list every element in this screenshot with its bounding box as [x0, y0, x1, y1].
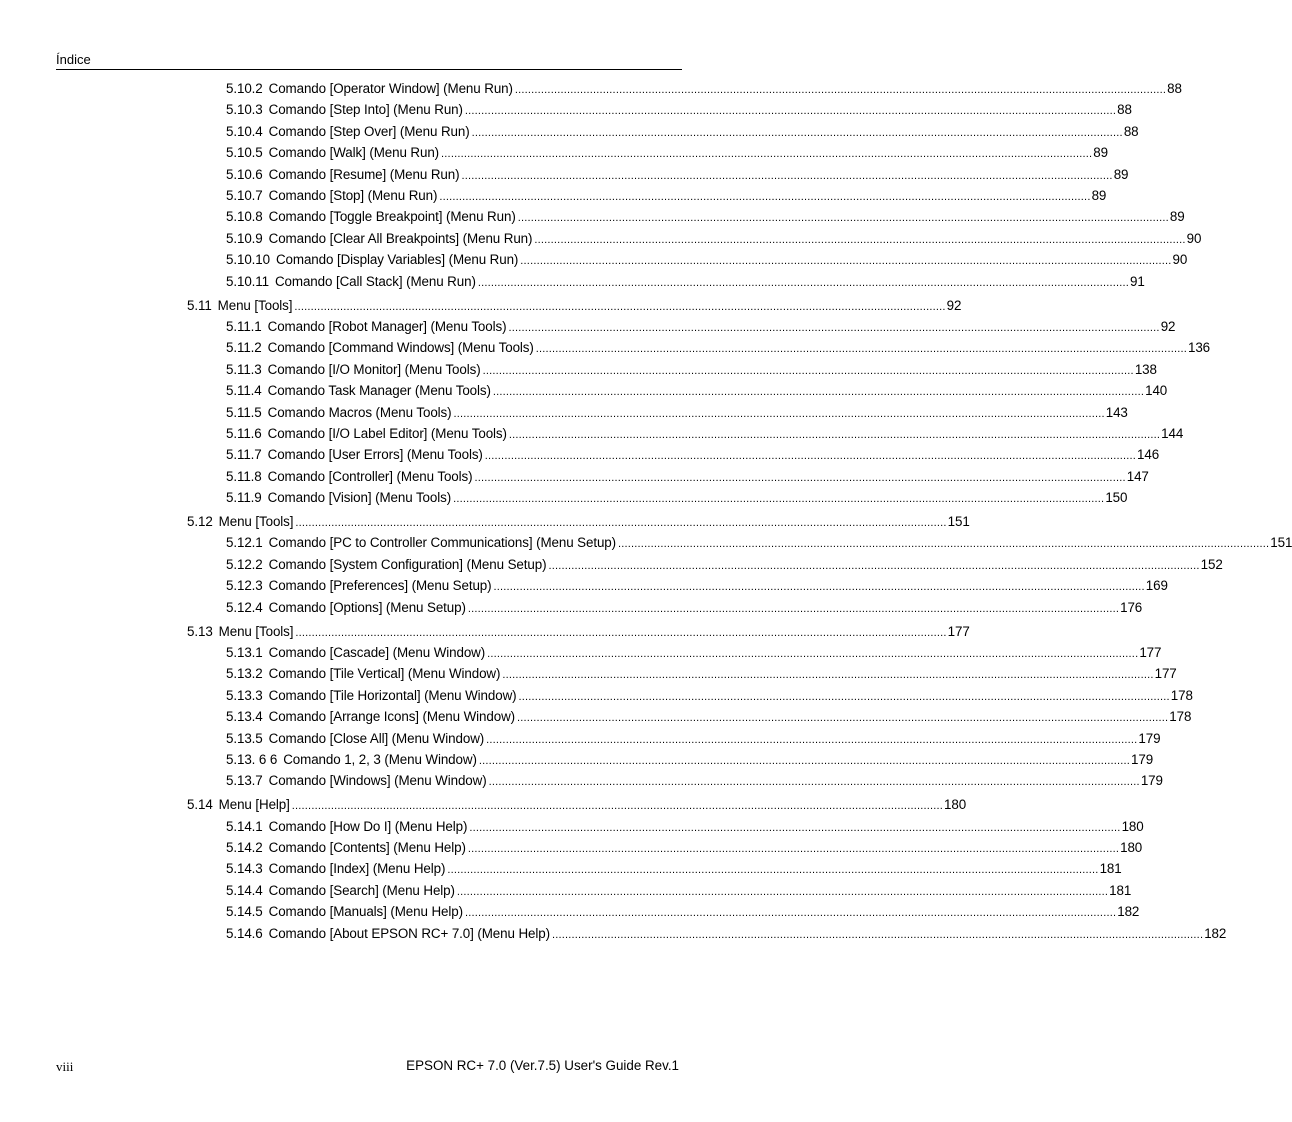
toc-dot-leader: ........................................................................................................................................................................................................ [441, 148, 1093, 161]
toc-entry-number: 5.13 [187, 623, 213, 639]
toc-section-entry[interactable] [187, 512, 970, 532]
toc-entry[interactable] [226, 838, 1143, 858]
toc-entry-page: 169 [1145, 578, 1168, 594]
toc-entry-page: 177 [1139, 644, 1162, 660]
toc-dot-leader: ........................................................................................................................................................................................................ [487, 647, 1139, 660]
toc-entry-title: Comando [Step Over] (Menu Run) [268, 123, 470, 139]
toc-entry-number: 5.11.8 [226, 468, 262, 484]
toc-dot-leader: ........................................................................................................................................................................................................ [493, 581, 1145, 594]
toc-entry-number: 5.10.3 [226, 102, 263, 118]
toc-dot-leader: ........................................................................................................................................................................................................ [482, 364, 1134, 377]
toc-entry[interactable] [226, 338, 1211, 358]
toc-entry-page: 180 [1120, 840, 1143, 855]
toc-dot-leader: ........................................................................................................................................................................................................ [618, 538, 1270, 551]
toc-entry-number: 5.10.4 [226, 123, 263, 139]
toc-entry-number: 5.14.6 [226, 925, 263, 941]
toc-dot-leader: ........................................................................................................................................................................................................ [488, 776, 1140, 789]
toc-entry-number: 5.14.1 [226, 818, 263, 834]
toc-entry-page: 91 [1130, 273, 1145, 289]
toc-dot-leader: ........................................................................................................................................................................................................ [453, 407, 1105, 420]
toc-entry-title: Comando 1, 2, 3 (Menu Window) [283, 751, 477, 767]
toc-dot-leader: ........................................................................................................................................................................................................ [291, 800, 944, 813]
toc-entry[interactable] [226, 165, 1129, 185]
toc-entry-page: 89 [1169, 209, 1185, 225]
toc-entry-number: 5.11 [187, 297, 212, 313]
toc-entry-title: Comando Task Manager (Menu Tools) [267, 383, 491, 399]
toc-entry-number: 5.10.9 [226, 230, 263, 246]
toc-dot-leader: ........................................................................................................................................................................................................ [464, 105, 1117, 118]
toc-entry-page: 88 [1123, 123, 1139, 139]
toc-entry[interactable] [226, 467, 1149, 487]
toc-entry[interactable] [226, 817, 1144, 837]
toc-entry-page: 90 [1172, 252, 1188, 268]
toc-entry-title: Comando [Clear All Breakpoints] (Menu Run) [268, 230, 533, 246]
toc-entry[interactable] [226, 729, 1161, 749]
toc-entry-number: 5.13.2 [226, 666, 263, 682]
toc-entry-page: 176 [1120, 599, 1143, 615]
toc-entry-title: Comando [Robot Manager] (Menu Tools) [267, 318, 507, 334]
toc-entry[interactable] [226, 643, 1162, 663]
toc-entry-number: 5.14.2 [226, 840, 263, 855]
toc-entry-page: 152 [1200, 556, 1223, 572]
toc-entry-number: 5.11.2 [226, 340, 262, 356]
toc-entry-title: Menu [Help] [218, 797, 290, 813]
toc-dot-leader: ........................................................................................................................................................................................................ [520, 255, 1172, 268]
toc-entry[interactable] [226, 403, 1128, 423]
toc-entry[interactable] [226, 272, 1145, 292]
toc-entry-title: Comando [Tile Vertical] (Menu Window) [268, 666, 501, 682]
toc-entry-page: 136 [1187, 340, 1211, 356]
toc-entry-page: 88 [1117, 102, 1132, 118]
toc-entry-number: 5.10.7 [226, 188, 263, 203]
toc-entry[interactable] [226, 771, 1163, 791]
toc-entry[interactable] [226, 186, 1107, 206]
toc-entry[interactable] [226, 686, 1193, 706]
toc-entry[interactable] [226, 381, 1168, 401]
toc-entry-title: Comando [User Errors] (Menu Tools) [267, 447, 483, 463]
toc-entry[interactable] [226, 229, 1202, 249]
footer-page-number: viii [56, 1059, 74, 1074]
toc-entry-title: Comando [Walk] (Menu Run) [268, 145, 440, 161]
toc-entry-title: Comando [Close All] (Menu Window) [268, 730, 485, 746]
toc-dot-leader: ........................................................................................................................................................................................................ [447, 864, 1099, 877]
toc-entry[interactable] [226, 902, 1140, 922]
toc-entry-number: 5.11.1 [226, 318, 262, 334]
toc-entry-page: 150 [1105, 490, 1128, 506]
toc-entry-page: 179 [1138, 730, 1161, 746]
toc-entry-title: Comando [I/O Label Editor] (Menu Tools) [267, 425, 507, 441]
toc-entry-number: 5.12.2 [226, 556, 263, 572]
toc-entry-page: 143 [1105, 404, 1128, 420]
toc-entry-number: 5.13. 6 6 [226, 751, 278, 767]
toc-entry-title: Comando [Options] (Menu Setup) [268, 599, 466, 615]
toc-entry-title: Comando [Stop] (Menu Run) [268, 188, 438, 203]
toc-entry[interactable] [226, 488, 1128, 508]
toc-entry-title: Menu [Tools] [218, 514, 294, 529]
toc-dot-leader: ........................................................................................................................................................................................................ [514, 84, 1167, 96]
toc-entry-number: 5.13.4 [226, 709, 263, 725]
toc-entry-page: 89 [1113, 166, 1129, 182]
toc-entry-page: 181 [1109, 882, 1132, 898]
toc-entry-number: 5.11.9 [226, 490, 262, 506]
toc-entry[interactable] [226, 317, 1176, 337]
toc-entry-title: Comando Macros (Menu Tools) [267, 404, 452, 420]
toc-entry-title: Comando [System Configuration] (Menu Setup) [268, 556, 547, 572]
toc-entry-title: Comando [About EPSON RC+ 7.0] (Menu Help) [268, 925, 550, 941]
toc-entry-page: 138 [1134, 361, 1157, 377]
toc-entry-number: 5.14.4 [226, 882, 263, 898]
toc-entry-title: Comando [Toggle Breakpoint] (Menu Run) [268, 209, 516, 225]
toc-dot-leader: ........................................................................................................................................................................................................ [295, 626, 947, 639]
toc-dot-leader: ........................................................................................................................................................................................................ [518, 690, 1170, 703]
toc-dot-leader: ........................................................................................................................................................................................................ [464, 907, 1117, 920]
toc-entry-title: Comando [Contents] (Menu Help) [268, 840, 466, 855]
toc-entry-page: 146 [1137, 447, 1160, 463]
toc-entry[interactable] [226, 598, 1143, 618]
toc-entry-number: 5.10.8 [226, 209, 263, 225]
toc-entry-page: 140 [1145, 383, 1168, 399]
toc-entry-title: Comando [Command Windows] (Menu Tools) [267, 340, 534, 356]
toc-entry-number: 5.12.4 [226, 599, 263, 615]
toc-entry-title: Comando [Index] (Menu Help) [268, 861, 446, 877]
toc-entry-page: 180 [944, 797, 967, 813]
toc-entry-number: 5.13.5 [226, 730, 263, 746]
toc-entry-page: 90 [1186, 230, 1202, 246]
toc-dot-leader: ........................................................................................................................................................................................................ [456, 885, 1109, 898]
toc-entry-page: 89 [1093, 145, 1108, 161]
toc-entry-title: Comando [Vision] (Menu Tools) [267, 490, 452, 506]
toc-entry-page: 178 [1170, 687, 1193, 703]
toc-entry-page: 180 [1121, 818, 1144, 834]
toc-dot-leader: ........................................................................................................................................................................................................ [467, 602, 1120, 615]
toc-entry[interactable] [226, 859, 1122, 879]
toc-entry[interactable] [226, 424, 1184, 444]
toc-entry-number: 5.14.3 [226, 861, 263, 877]
toc-entry-title: Menu [Tools] [218, 623, 294, 639]
toc-dot-leader: ........................................................................................................................................................................................................ [534, 233, 1186, 246]
toc-entry-page: 181 [1099, 861, 1122, 877]
toc-entry-number: 5.11.3 [226, 361, 262, 377]
header-rule [56, 69, 682, 70]
toc-entry-page: 179 [1140, 773, 1163, 789]
toc-dot-leader: ........................................................................................................................................................................................................ [486, 733, 1138, 746]
toc-entry-number: 5.11.5 [226, 404, 262, 420]
toc-dot-leader: ........................................................................................................................................................................................................ [294, 300, 946, 313]
toc-entry-page: 144 [1161, 425, 1184, 441]
toc-entry-number: 5.10.6 [226, 166, 263, 182]
toc-entry-page: 151 [1270, 535, 1292, 551]
toc-entry-page: 177 [947, 623, 970, 639]
toc-dot-leader: ........................................................................................................................................................................................................ [535, 343, 1187, 356]
toc-entry-number: 5.11.7 [226, 447, 262, 463]
toc-entry-number: 5.13.3 [226, 687, 263, 703]
footer-guide-title: EPSON RC+ 7.0 (Ver.7.5) User's Guide Rev.1 [406, 1058, 679, 1073]
toc-dot-leader: ........................................................................................................................................................................................................ [477, 276, 1130, 289]
toc-entry[interactable] [226, 576, 1168, 596]
toc-entry-title: Comando [Controller] (Menu Tools) [267, 468, 473, 484]
toc-entry-number: 5.11.6 [226, 425, 262, 441]
toc-entry-title: Comando [PC to Controller Communications] (Menu Setup) [268, 535, 617, 551]
toc-dot-leader: ........................................................................................................................................................................................................ [453, 493, 1105, 506]
toc-entry[interactable] [226, 555, 1223, 575]
toc-entry-page: 89 [1091, 188, 1107, 203]
toc-entry-page: 147 [1126, 468, 1149, 484]
toc-dot-leader: ........................................................................................................................................................................................................ [295, 517, 947, 529]
toc-entry-title: Comando [Cascade] (Menu Window) [268, 644, 486, 660]
toc-dot-leader: ........................................................................................................................................................................................................ [478, 754, 1131, 767]
toc-entry-number: 5.10.11 [226, 273, 269, 289]
toc-entry-page: 182 [1204, 925, 1227, 941]
toc-entry[interactable] [226, 707, 1192, 727]
toc-entry[interactable] [226, 143, 1108, 163]
toc-entry[interactable] [226, 664, 1177, 684]
toc-dot-leader: ........................................................................................................................................................................................................ [439, 191, 1091, 203]
toc-dot-leader: ........................................................................................................................................................................................................ [548, 559, 1200, 572]
toc-entry[interactable] [226, 881, 1132, 901]
toc-entry[interactable] [226, 533, 1292, 553]
toc-entry-number: 5.14.5 [226, 904, 263, 920]
toc-entry-page: 92 [946, 297, 962, 313]
toc-entry[interactable] [226, 122, 1139, 142]
toc-entry-number: 5.13.7 [226, 773, 263, 789]
toc-dot-leader: ........................................................................................................................................................................................................ [508, 428, 1161, 441]
toc-entry[interactable] [226, 207, 1185, 227]
toc-entry[interactable] [226, 250, 1188, 270]
toc-entry-page: 182 [1117, 904, 1140, 920]
header-title: Índice [56, 52, 91, 67]
toc-entry-title: Comando [I/O Monitor] (Menu Tools) [267, 361, 481, 377]
toc-entry-title: Comando [Manuals] (Menu Help) [268, 904, 463, 920]
toc-entry-title: Comando [Operator Window] (Menu Run) [268, 81, 513, 96]
toc-entry-number: 5.12.1 [226, 535, 263, 551]
toc-entry-title: Comando [Search] (Menu Help) [268, 882, 455, 898]
toc-dot-leader: ........................................................................................................................................................................................................ [508, 321, 1160, 334]
toc-entry-number: 5.10.10 [226, 252, 270, 268]
toc-entry-title: Comando [Tile Horizontal] (Menu Window) [268, 687, 517, 703]
toc-entry-title: Comando [Windows] (Menu Window) [268, 773, 487, 789]
toc-section-entry[interactable] [187, 622, 970, 642]
toc-section-entry[interactable] [187, 795, 967, 815]
toc-entry-page: 151 [947, 514, 970, 529]
toc-entry[interactable] [226, 360, 1157, 380]
toc-entry-title: Comando [Call Stack] (Menu Run) [274, 273, 476, 289]
toc-entry-title: Comando [Display Variables] (Menu Run) [275, 252, 519, 268]
toc-entry[interactable] [226, 100, 1132, 120]
toc-entry[interactable] [226, 79, 1182, 99]
toc-entry-page: 92 [1160, 318, 1176, 334]
toc-dot-leader: ........................................................................................................................................................................................................ [484, 450, 1137, 463]
toc-entry-number: 5.10.2 [226, 81, 263, 96]
toc-entry-number: 5.14 [187, 797, 213, 813]
toc-entry-title: Comando [How Do I] (Menu Help) [268, 818, 468, 834]
toc-dot-leader: ........................................................................................................................................................................................................ [467, 843, 1120, 855]
toc-entry-number: 5.10.5 [226, 145, 263, 161]
toc-entry-number: 5.11.4 [226, 383, 262, 399]
toc-dot-leader: ........................................................................................................................................................................................................ [517, 212, 1169, 225]
toc-entry-page: 179 [1131, 751, 1154, 767]
toc-dot-leader: ........................................................................................................................................................................................................ [471, 126, 1123, 139]
toc-dot-leader: ........................................................................................................................................................................................................ [474, 471, 1126, 484]
toc-entry-number: 5.12.3 [226, 578, 263, 594]
toc-dot-leader: ........................................................................................................................................................................................................ [492, 386, 1145, 399]
toc-entry[interactable] [226, 924, 1227, 944]
toc-entry-title: Comando [Step Into] (Menu Run) [268, 102, 463, 118]
toc-entry-title: Comando [Resume] (Menu Run) [268, 166, 460, 182]
toc-entry-page: 88 [1167, 81, 1182, 96]
toc-section-entry[interactable] [187, 296, 962, 316]
toc-entry-title: Menu [Tools] [217, 297, 293, 313]
toc-entry-number: 5.12 [187, 514, 213, 529]
toc-dot-leader: ........................................................................................................................................................................................................ [461, 169, 1113, 182]
toc-entry-number: 5.13.1 [226, 644, 263, 660]
toc-dot-leader: ........................................................................................................................................................................................................ [469, 821, 1121, 834]
toc-entry-title: Comando [Preferences] (Menu Setup) [268, 578, 492, 594]
toc-dot-leader: ........................................................................................................................................................................................................ [502, 669, 1154, 682]
toc-entry[interactable] [226, 445, 1160, 465]
toc-entry-title: Comando [Arrange Icons] (Menu Window) [268, 709, 516, 725]
toc-dot-leader: ........................................................................................................................................................................................................ [551, 928, 1204, 941]
toc-entry[interactable] [226, 750, 1154, 770]
toc-entry-page: 178 [1169, 709, 1192, 725]
toc-entry-page: 177 [1154, 666, 1177, 682]
toc-dot-leader: ........................................................................................................................................................................................................ [517, 712, 1169, 725]
